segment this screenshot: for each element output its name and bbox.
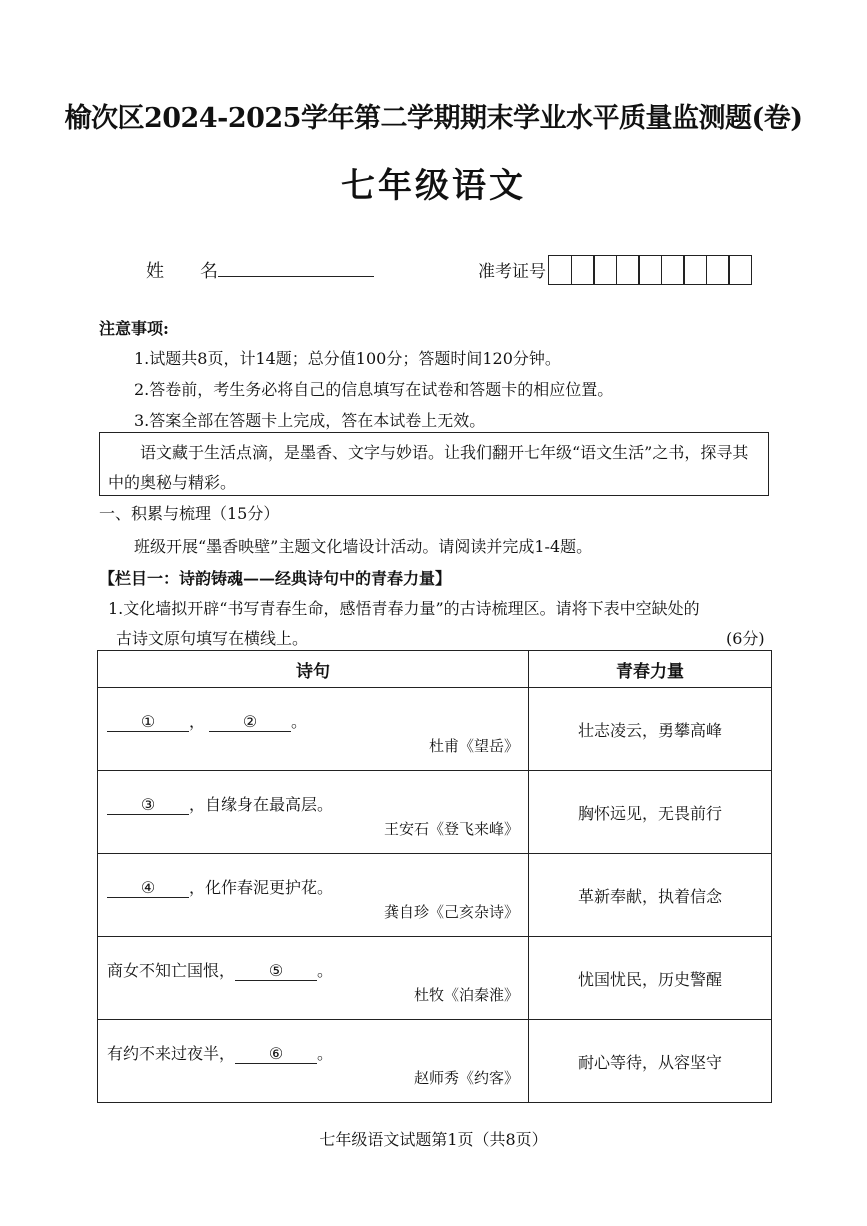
id-digit-box[interactable] [548, 255, 572, 285]
notice-item: 3.答案全部在答题卡上完成，答在本试卷上无效。 [134, 411, 486, 430]
poem-source: 王安石《登飞来峰》 [383, 820, 519, 838]
id-number-boxes[interactable] [548, 255, 751, 285]
answer-blank[interactable]: ④ [107, 879, 189, 898]
verse-text: ，化作春泥更护花。 [189, 878, 334, 897]
id-digit-box[interactable] [616, 255, 640, 285]
answer-blank[interactable]: ③ [107, 796, 189, 815]
id-digit-box[interactable] [638, 255, 662, 285]
intro-text: 语文藏于生活点滴，是墨香、文字与妙语。让我们翻开七年级“语文生活”之书，探寻其中的奥秘与精彩。 [108, 443, 749, 492]
question-1-points: (6分) [726, 629, 765, 648]
section-title: 一、积累与梳理（15分） [99, 504, 280, 523]
id-digit-box[interactable] [706, 255, 730, 285]
table-header-row [98, 651, 772, 688]
youth-power-cell: 壮志凌云，勇攀高峰 [529, 688, 772, 771]
notice-item: 1.试题共8页，计14题；总分值100分；答题时间120分钟。 [134, 349, 561, 368]
verse-text: 。 [291, 712, 308, 731]
id-label: 准考证号 [478, 262, 546, 282]
youth-power-cell: 忧国忧民，历史警醒 [529, 937, 772, 1020]
youth-power-cell: 胸怀远见，无畏前行 [529, 771, 772, 854]
page-footer: 七年级语文试题第1页（共8页） [319, 1130, 548, 1149]
verse-line [107, 958, 333, 981]
poem-source: 赵师秀《约客》 [413, 1069, 519, 1087]
table-row [98, 688, 772, 771]
poem-table [97, 650, 772, 1103]
exam-title: 榆次区2024-2025学年第二学期期末学业水平质量监测题(卷) [64, 103, 803, 134]
answer-blank[interactable]: ② [209, 713, 291, 732]
verse-text: 。 [317, 961, 334, 980]
verse-line [107, 709, 307, 732]
verse-text: ，自缘身在最高层。 [189, 795, 334, 814]
header-verse: 诗句 [98, 651, 529, 688]
id-digit-box[interactable] [661, 255, 685, 285]
question-1-text: 1.文化墙拟开辟“书写青春生命，感悟青春力量”的古诗梳理区。请将下表中空缺处的 [108, 599, 700, 618]
verse-cell [98, 771, 529, 854]
verse-text: 。 [317, 1044, 334, 1063]
table-row [98, 771, 772, 854]
answer-blank[interactable]: ① [107, 713, 189, 732]
verse-cell [98, 1020, 529, 1103]
verse-cell [98, 937, 529, 1020]
name-label: 姓 名 [146, 261, 218, 282]
verse-text: 商女不知亡国恨， [107, 961, 236, 980]
table-row [98, 1020, 772, 1103]
verse-text: ， [189, 712, 206, 731]
section-description: 班级开展“墨香映壁”主题文化墙设计活动。请阅读并完成1-4题。 [134, 537, 593, 556]
name-field[interactable] [218, 276, 374, 277]
column-heading: 【栏目一：诗韵铸魂——经典诗句中的青春力量】 [99, 569, 452, 588]
answer-blank[interactable]: ⑥ [235, 1045, 317, 1064]
verse-line [107, 1041, 333, 1064]
youth-power-cell: 耐心等待，从容坚守 [529, 1020, 772, 1103]
youth-power-cell: 革新奉献，执着信念 [529, 854, 772, 937]
table-row [98, 937, 772, 1020]
answer-blank[interactable]: ⑤ [235, 962, 317, 981]
notice-item: 2.答卷前，考生务必将自己的信息填写在试卷和答题卡的相应位置。 [134, 380, 614, 399]
id-digit-box[interactable] [593, 255, 617, 285]
verse-cell [98, 854, 529, 937]
id-digit-box[interactable] [683, 255, 707, 285]
poem-source: 杜甫《望岳》 [428, 737, 519, 755]
poem-source: 龚自珍《己亥杂诗》 [383, 903, 519, 921]
id-digit-box[interactable] [571, 255, 595, 285]
exam-subject: 七年级语文 [341, 166, 526, 206]
notice-heading: 注意事项: [99, 319, 169, 338]
question-1-text-cont: 古诗文原句填写在横线上。 [116, 629, 309, 648]
table-row [98, 854, 772, 937]
header-power: 青春力量 [529, 651, 772, 688]
verse-text: 有约不来过夜半， [107, 1044, 236, 1063]
id-digit-box[interactable] [728, 255, 752, 285]
poem-source: 杜牧《泊秦淮》 [413, 986, 519, 1004]
verse-line [107, 792, 333, 815]
verse-cell [98, 688, 529, 771]
verse-line [107, 875, 333, 898]
